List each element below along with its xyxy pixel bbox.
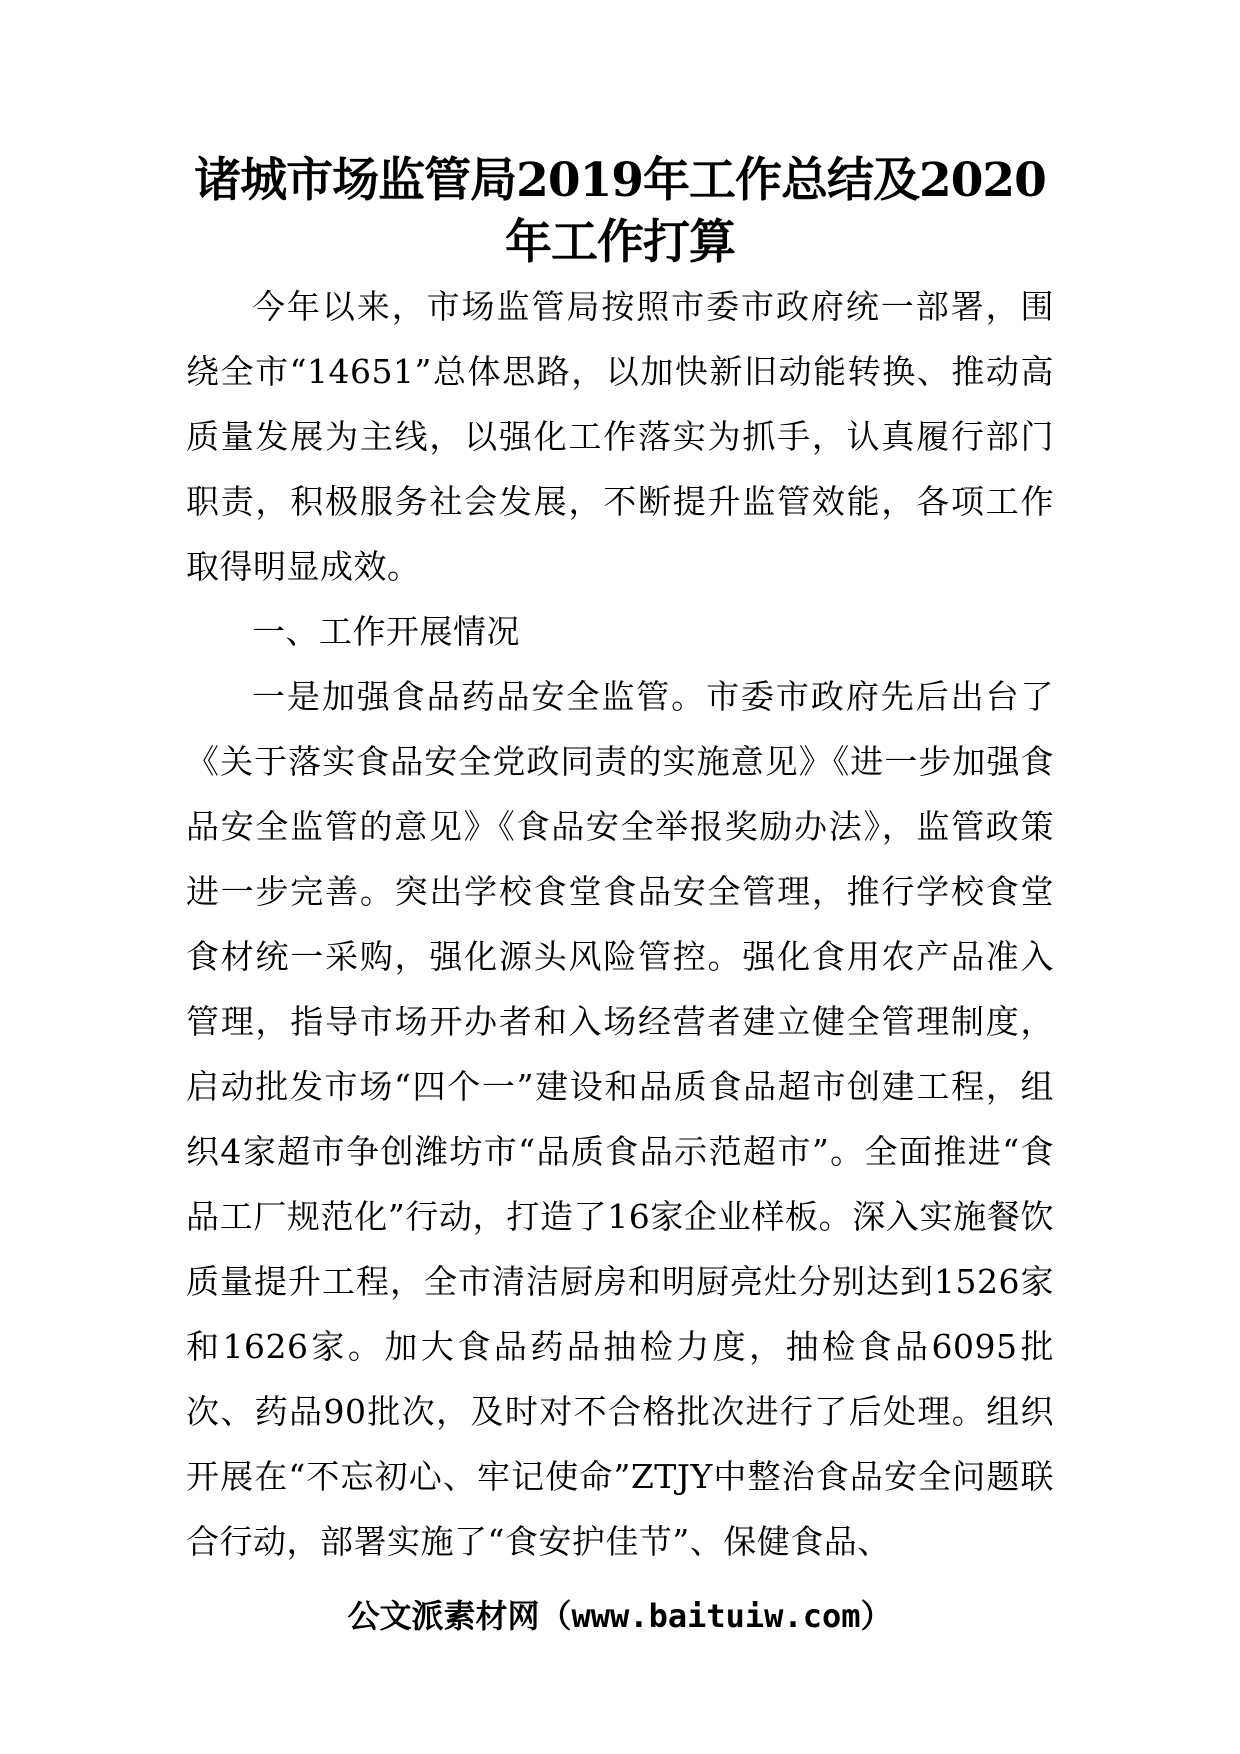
footer-site-name: 公文派素材网 (347, 1597, 540, 1635)
body-paragraph: 一是加强食品药品安全监管。市委市政府先后出台了《关于落实食品安全党政同责的实施意见》《进一步加强食品安全监管的意见》《食品安全举报奖励办法》，监管政策进一步完善。突出学校食堂食品安全管理，推行学校食堂食材统一采购，强化源头风险管控。强化食用农产品准入管理，指导市场开办者和入场经营者建立健全管理制度，启动批发市场“四个一”建设和品质食品超市创建工程，组织4家超市争创潍坊市“品质食品示范超市”。全面推进“食品工厂规范化”行动，打造了16家企业样板。深入实施餐饮质量提升工程，全市清洁厨房和明厨亮灶分别达到1526家和1626家。加大食品药品抽检力度，抽检食品6095批次、药品90批次，及时对不合格批次进行了后处理。组织开展在“不忘初心、牢记使命”ZTJY中整治食品安全问题联合行动，部署实施了“食安护佳节”、保健食品、 (186, 677, 1054, 1561)
document-page (186, 150, 1054, 1574)
document-body (186, 274, 1054, 1574)
document-title: 诸城市场监管局2019年工作总结及2020年工作打算 (194, 153, 1046, 270)
section-heading: 一、工作开展情况 (252, 612, 520, 651)
footer-watermark (0, 1596, 1240, 1636)
intro-paragraph: 今年以来，市场监管局按照市委市政府统一部署，围绕全市“14651”总体思路，以加快新旧动能转换、推动高质量发展为主线，以强化工作落实为抓手，认真履行部门职责，积极服务社会发展，不断提升监管效能，各项工作取得明显成效。 (186, 287, 1054, 586)
footer-url: （www.baituiw.com） (539, 1597, 893, 1635)
